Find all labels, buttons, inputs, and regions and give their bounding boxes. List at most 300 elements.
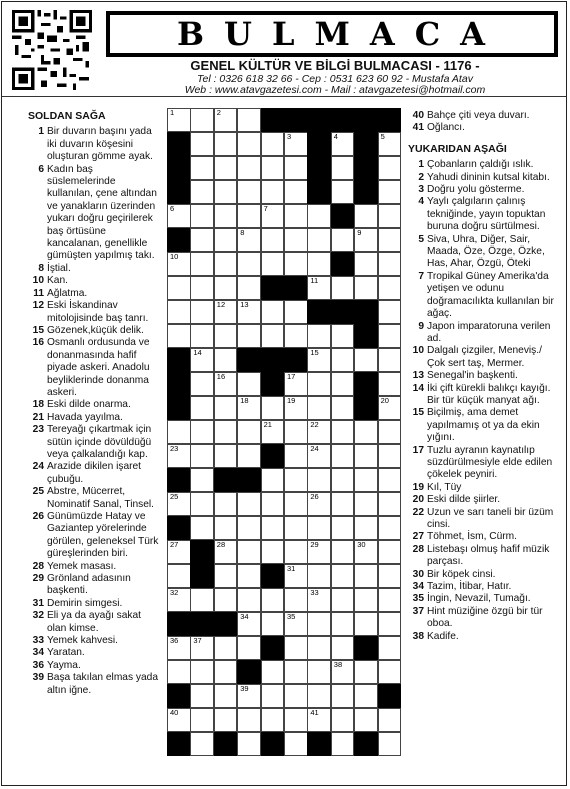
grid-cell[interactable]	[237, 156, 261, 180]
grid-cell[interactable]	[378, 372, 402, 396]
down-clue	[408, 271, 556, 321]
clue-text: Havada yayılma.	[47, 411, 123, 423]
grid-cell[interactable]	[237, 708, 261, 732]
grid-cell[interactable]	[237, 420, 261, 444]
cell-number: 12	[216, 300, 226, 309]
black-cell	[307, 108, 331, 132]
grid-cell[interactable]	[331, 612, 355, 636]
grid-cell[interactable]	[190, 372, 214, 396]
clue-number: 1	[418, 159, 424, 171]
qr-code-icon	[12, 10, 92, 90]
grid-cell[interactable]	[307, 540, 331, 564]
grid-cell[interactable]	[237, 372, 261, 396]
title-banner	[106, 11, 558, 57]
grid-cell[interactable]	[378, 300, 402, 324]
grid-cell[interactable]	[354, 564, 378, 588]
grid-cell[interactable]	[331, 588, 355, 612]
grid-cell[interactable]	[190, 132, 214, 156]
cell-number: 7	[263, 204, 268, 213]
clue-text: Bir köpek cinsi.	[427, 568, 496, 580]
grid-cell[interactable]	[214, 108, 238, 132]
grid-cell[interactable]	[307, 660, 331, 684]
grid-cell[interactable]	[354, 540, 378, 564]
grid-cell[interactable]	[378, 396, 402, 420]
grid-cell[interactable]	[261, 588, 285, 612]
grid-cell[interactable]	[237, 684, 261, 708]
grid-cell[interactable]	[237, 540, 261, 564]
clue-text: İngin, Nevazil, Tumağı.	[427, 593, 531, 605]
grid-cell[interactable]	[378, 516, 402, 540]
grid-cell[interactable]	[331, 324, 355, 348]
grid-cell[interactable]	[190, 588, 214, 612]
grid-cell[interactable]	[237, 300, 261, 324]
grid-cell[interactable]	[261, 180, 285, 204]
grid-cell[interactable]	[167, 300, 191, 324]
grid-cell[interactable]	[214, 132, 238, 156]
clue-number: 11	[33, 287, 44, 299]
grid-cell[interactable]	[237, 396, 261, 420]
grid-cell[interactable]	[190, 108, 214, 132]
black-cell	[261, 444, 285, 468]
grid-cell[interactable]	[261, 468, 285, 492]
grid-cell[interactable]	[378, 156, 402, 180]
clue-text: Yemek masası.	[47, 560, 117, 572]
grid-cell[interactable]	[378, 708, 402, 732]
grid-cell[interactable]	[378, 540, 402, 564]
grid-cell[interactable]	[307, 444, 331, 468]
grid-cell[interactable]	[284, 324, 308, 348]
grid-cell[interactable]	[284, 684, 308, 708]
cell-number: 34	[240, 612, 249, 621]
grid-cell[interactable]	[167, 708, 191, 732]
clue-text: Yemek kahvesi.	[47, 635, 118, 647]
grid-cell[interactable]	[284, 588, 308, 612]
grid-cell[interactable]	[214, 300, 238, 324]
down-clue	[408, 159, 556, 171]
grid-cell[interactable]	[378, 444, 402, 468]
grid-cell[interactable]	[331, 540, 355, 564]
grid-cell[interactable]	[331, 732, 355, 756]
grid-cell[interactable]	[284, 564, 308, 588]
grid-cell[interactable]	[307, 372, 331, 396]
grid-cell[interactable]	[190, 324, 214, 348]
grid-cell[interactable]	[331, 276, 355, 300]
cell-number: 26	[310, 492, 319, 501]
grid-cell[interactable]	[307, 252, 331, 276]
grid-cell[interactable]	[190, 300, 214, 324]
grid-cell[interactable]	[167, 204, 191, 228]
grid-cell[interactable]	[354, 588, 378, 612]
grid-cell[interactable]	[354, 252, 378, 276]
grid-cell[interactable]	[307, 636, 331, 660]
grid-cell[interactable]	[284, 228, 308, 252]
grid-cell[interactable]	[331, 228, 355, 252]
grid-cell[interactable]	[261, 252, 285, 276]
grid-cell[interactable]	[378, 132, 402, 156]
grid-cell[interactable]	[190, 444, 214, 468]
grid-cell[interactable]	[214, 228, 238, 252]
grid-cell[interactable]	[167, 252, 191, 276]
clue-number: 21	[32, 411, 44, 423]
grid-cell[interactable]	[331, 660, 355, 684]
subtitle: GENEL KÜLTÜR VE BİLGİ BULMACASI - 1176 -	[190, 58, 480, 73]
grid-cell[interactable]	[261, 204, 285, 228]
grid-cell[interactable]	[237, 108, 261, 132]
grid-cell[interactable]	[354, 612, 378, 636]
grid-cell[interactable]	[378, 420, 402, 444]
grid-cell[interactable]	[354, 204, 378, 228]
grid-cell[interactable]	[167, 588, 191, 612]
grid-cell[interactable]	[167, 540, 191, 564]
grid-cell[interactable]	[284, 732, 308, 756]
grid-cell[interactable]	[378, 204, 402, 228]
clue-text: Yaratan.	[47, 647, 85, 659]
grid-cell[interactable]	[378, 732, 402, 756]
across-clues	[28, 110, 162, 697]
grid-cell[interactable]	[307, 348, 331, 372]
grid-cell[interactable]	[190, 156, 214, 180]
grid-cell[interactable]	[261, 708, 285, 732]
grid-cell[interactable]	[331, 420, 355, 444]
grid-cell[interactable]	[237, 276, 261, 300]
grid-cell[interactable]	[261, 396, 285, 420]
grid-cell[interactable]	[331, 468, 355, 492]
grid-cell[interactable]	[378, 468, 402, 492]
black-cell	[261, 108, 285, 132]
grid-cell[interactable]	[237, 132, 261, 156]
grid-cell[interactable]	[214, 516, 238, 540]
black-cell	[354, 300, 378, 324]
grid-cell[interactable]	[261, 492, 285, 516]
grid-cell[interactable]	[284, 300, 308, 324]
grid-cell[interactable]	[214, 684, 238, 708]
grid-cell[interactable]	[307, 564, 331, 588]
clue-text: Uzun ve sarı taneli bir üzüm cinsi.	[427, 506, 554, 530]
grid-cell[interactable]	[307, 396, 331, 420]
grid-cell[interactable]	[214, 180, 238, 204]
grid-cell[interactable]	[261, 612, 285, 636]
grid-cell[interactable]	[167, 276, 191, 300]
down-clue	[408, 494, 556, 506]
grid-cell[interactable]	[284, 372, 308, 396]
grid-cell[interactable]	[167, 108, 191, 132]
grid-cell[interactable]	[167, 324, 191, 348]
across-clue	[28, 337, 162, 399]
cell-number: 37	[193, 636, 202, 645]
clue-text: Arazide dikilen işaret çubuğu.	[47, 461, 141, 485]
grid-cell[interactable]	[261, 324, 285, 348]
grid-cell[interactable]	[237, 228, 261, 252]
grid-cell[interactable]	[214, 444, 238, 468]
clue-text: Doğru yolu gösterme.	[427, 184, 525, 196]
grid-cell[interactable]	[261, 300, 285, 324]
grid-cell[interactable]	[307, 516, 331, 540]
grid-cell[interactable]	[307, 468, 331, 492]
cell-number: 21	[263, 420, 272, 429]
grid-cell[interactable]	[237, 444, 261, 468]
grid-cell[interactable]	[190, 708, 214, 732]
grid-cell[interactable]	[284, 396, 308, 420]
cell-number: 16	[216, 372, 226, 381]
black-cell	[284, 276, 308, 300]
grid-cell[interactable]	[261, 156, 285, 180]
down-clue	[408, 407, 556, 444]
grid-cell[interactable]	[190, 348, 214, 372]
grid-cell[interactable]	[214, 348, 238, 372]
grid-cell[interactable]	[307, 276, 331, 300]
grid-cell[interactable]	[331, 156, 355, 180]
grid-cell[interactable]	[214, 564, 238, 588]
grid-cell[interactable]	[284, 636, 308, 660]
grid-cell[interactable]	[190, 732, 214, 756]
clue-text: Eski dilde onarma.	[47, 399, 131, 411]
grid-cell[interactable]	[331, 516, 355, 540]
clue-number: 5	[418, 233, 424, 245]
grid-cell[interactable]	[237, 204, 261, 228]
grid-cell[interactable]	[284, 420, 308, 444]
grid-cell[interactable]	[307, 612, 331, 636]
clue-text: Kadife.	[427, 630, 459, 642]
down-clue	[408, 184, 556, 196]
clue-text: Eli ya da ayağı sakat olan kimse.	[47, 610, 142, 634]
cell-number: 22	[310, 420, 319, 429]
grid-cell[interactable]	[378, 324, 402, 348]
grid-cell[interactable]	[214, 660, 238, 684]
down-clue	[408, 581, 556, 593]
grid-cell[interactable]	[284, 252, 308, 276]
black-cell	[167, 732, 191, 756]
grid-cell[interactable]	[307, 588, 331, 612]
grid-cell[interactable]	[190, 396, 214, 420]
clue-number: 10	[412, 345, 424, 357]
grid-cell[interactable]	[331, 372, 355, 396]
grid-cell[interactable]	[354, 492, 378, 516]
grid-cell[interactable]	[167, 492, 191, 516]
black-cell	[261, 564, 285, 588]
grid-cell[interactable]	[284, 492, 308, 516]
clue-number: 2	[418, 171, 424, 183]
grid-cell[interactable]	[307, 684, 331, 708]
cell-number: 11	[310, 276, 319, 285]
clue-number: 8	[38, 262, 44, 274]
grid-cell[interactable]	[167, 564, 191, 588]
grid-cell[interactable]	[331, 444, 355, 468]
cell-number: 19	[287, 396, 296, 405]
grid-cell[interactable]	[237, 732, 261, 756]
black-cell	[354, 732, 378, 756]
cell-number: 36	[170, 636, 179, 645]
grid-cell[interactable]	[237, 180, 261, 204]
black-cell	[331, 300, 355, 324]
clue-number: 15	[412, 407, 424, 419]
grid-cell[interactable]	[331, 492, 355, 516]
clue-text: Yayma.	[47, 659, 81, 671]
black-cell	[190, 612, 214, 636]
grid-cell[interactable]	[284, 132, 308, 156]
grid-cell[interactable]	[261, 660, 285, 684]
grid-cell[interactable]	[284, 540, 308, 564]
grid-cell[interactable]	[378, 660, 402, 684]
grid-cell[interactable]	[378, 228, 402, 252]
grid-cell[interactable]	[190, 228, 214, 252]
grid-cell[interactable]	[378, 612, 402, 636]
grid-cell[interactable]	[331, 132, 355, 156]
grid-cell[interactable]	[284, 708, 308, 732]
grid-cell[interactable]	[354, 684, 378, 708]
grid-cell[interactable]	[284, 204, 308, 228]
grid-cell[interactable]	[214, 636, 238, 660]
grid-cell[interactable]	[261, 228, 285, 252]
grid-cell[interactable]	[261, 540, 285, 564]
grid-cell[interactable]	[331, 636, 355, 660]
across-clue	[28, 598, 162, 610]
grid-cell[interactable]	[214, 396, 238, 420]
cell-number: 1	[170, 108, 175, 117]
grid-cell[interactable]	[354, 444, 378, 468]
grid-cell[interactable]	[261, 420, 285, 444]
grid-cell[interactable]	[354, 660, 378, 684]
clue-text: Siva, Uhra, Diğer, Sair, Maada, Öze, Özge, Özke, Has, Ahar, Özgü, Öteki	[427, 233, 545, 270]
grid-cell[interactable]	[331, 396, 355, 420]
grid-cell[interactable]	[237, 324, 261, 348]
grid-cell[interactable]	[307, 708, 331, 732]
grid-cell[interactable]	[190, 252, 214, 276]
grid-cell[interactable]	[214, 276, 238, 300]
grid-cell[interactable]	[307, 228, 331, 252]
grid-cell[interactable]	[331, 564, 355, 588]
grid-cell[interactable]	[214, 420, 238, 444]
clue-text: Japon imparatoruna verilen ad.	[427, 320, 551, 344]
grid-cell[interactable]	[331, 348, 355, 372]
grid-cell[interactable]	[284, 516, 308, 540]
grid-cell[interactable]	[261, 516, 285, 540]
grid-cell[interactable]	[237, 492, 261, 516]
grid-cell[interactable]	[237, 588, 261, 612]
grid-cell[interactable]	[284, 468, 308, 492]
grid-cell[interactable]	[261, 684, 285, 708]
clue-text: Osmanlı ordusunda ve donanmasında hafif piyade askeri. Anadolu beyliklerinde donanma askeri.	[47, 337, 150, 398]
clue-text: Yaylı çalgıların çalınış tekniğinde, yayın topuktan buruna doğru sürtülmesi.	[427, 196, 546, 233]
grid-cell[interactable]	[307, 492, 331, 516]
grid-cell[interactable]	[167, 420, 191, 444]
black-cell	[331, 108, 355, 132]
grid-cell[interactable]	[190, 492, 214, 516]
black-cell	[167, 156, 191, 180]
cell-number: 27	[170, 540, 179, 549]
grid-cell[interactable]	[167, 636, 191, 660]
grid-cell[interactable]	[354, 468, 378, 492]
grid-cell[interactable]	[284, 180, 308, 204]
grid-cell[interactable]	[354, 420, 378, 444]
grid-cell[interactable]	[214, 708, 238, 732]
contact-line: Tel : 0326 618 32 66 - Cep : 0531 623 60 92 - Mustafa Atav	[197, 73, 473, 85]
grid-cell[interactable]	[190, 420, 214, 444]
grid-cell[interactable]	[190, 276, 214, 300]
clue-text: Kan.	[47, 275, 68, 287]
grid-cell[interactable]	[354, 708, 378, 732]
cell-number: 24	[310, 444, 319, 453]
clue-number: 17	[412, 444, 424, 456]
grid-cell[interactable]	[190, 204, 214, 228]
grid-cell[interactable]	[237, 564, 261, 588]
grid-cell[interactable]	[284, 444, 308, 468]
cell-number: 30	[357, 540, 366, 549]
grid-cell[interactable]	[237, 516, 261, 540]
across-clue	[28, 672, 162, 697]
black-cell	[354, 636, 378, 660]
grid-cell[interactable]	[378, 276, 402, 300]
clue-text: Tuzlu ayranın kaynatılıp süzdürülmesiyle elde edilen çökelek peyniri.	[427, 444, 553, 481]
grid-cell[interactable]	[237, 252, 261, 276]
grid-cell[interactable]	[331, 684, 355, 708]
grid-cell[interactable]	[307, 324, 331, 348]
grid-cell[interactable]	[284, 612, 308, 636]
grid-cell[interactable]	[261, 132, 285, 156]
grid-cell[interactable]	[167, 660, 191, 684]
grid-cell[interactable]	[378, 252, 402, 276]
grid-cell[interactable]	[284, 660, 308, 684]
clue-number: 33	[32, 635, 44, 647]
grid-cell[interactable]	[214, 492, 238, 516]
grid-cell[interactable]	[190, 180, 214, 204]
grid-cell[interactable]	[190, 684, 214, 708]
grid-cell[interactable]	[214, 372, 238, 396]
grid-cell[interactable]	[190, 468, 214, 492]
grid-cell[interactable]	[214, 204, 238, 228]
black-cell	[261, 276, 285, 300]
black-cell	[307, 732, 331, 756]
grid-cell[interactable]	[214, 156, 238, 180]
grid-cell[interactable]	[354, 348, 378, 372]
grid-cell[interactable]	[307, 420, 331, 444]
grid-cell[interactable]	[378, 348, 402, 372]
cell-number: 17	[287, 372, 296, 381]
grid-cell[interactable]	[214, 252, 238, 276]
grid-cell[interactable]	[214, 588, 238, 612]
grid-cell[interactable]	[331, 708, 355, 732]
grid-cell[interactable]	[331, 180, 355, 204]
cell-number: 32	[170, 588, 179, 597]
grid-cell[interactable]	[378, 636, 402, 660]
grid-cell[interactable]	[237, 636, 261, 660]
clue-number: 16	[32, 337, 44, 349]
grid-cell[interactable]	[167, 444, 191, 468]
grid-cell[interactable]	[354, 228, 378, 252]
across-clue	[28, 412, 162, 424]
grid-cell[interactable]	[354, 276, 378, 300]
grid-cell[interactable]	[190, 516, 214, 540]
grid-cell[interactable]	[190, 660, 214, 684]
clue-number: 41	[412, 122, 424, 134]
grid-cell[interactable]	[378, 564, 402, 588]
grid-cell[interactable]	[214, 540, 238, 564]
grid-cell[interactable]	[284, 156, 308, 180]
grid-cell[interactable]	[354, 516, 378, 540]
grid-cell[interactable]	[378, 492, 402, 516]
clue-number: 7	[418, 270, 424, 282]
grid-cell[interactable]	[307, 204, 331, 228]
grid-cell[interactable]	[237, 612, 261, 636]
black-cell	[331, 204, 355, 228]
clue-text: Abstre, Mücerret, Nominatif Sanal, Tinsel.	[47, 486, 155, 510]
grid-cell[interactable]	[190, 636, 214, 660]
down-clue	[408, 345, 556, 370]
grid-cell[interactable]	[378, 180, 402, 204]
cell-number: 40	[170, 708, 179, 717]
grid-cell[interactable]	[378, 588, 402, 612]
grid-cell[interactable]	[214, 324, 238, 348]
clue-number: 38	[412, 630, 424, 642]
